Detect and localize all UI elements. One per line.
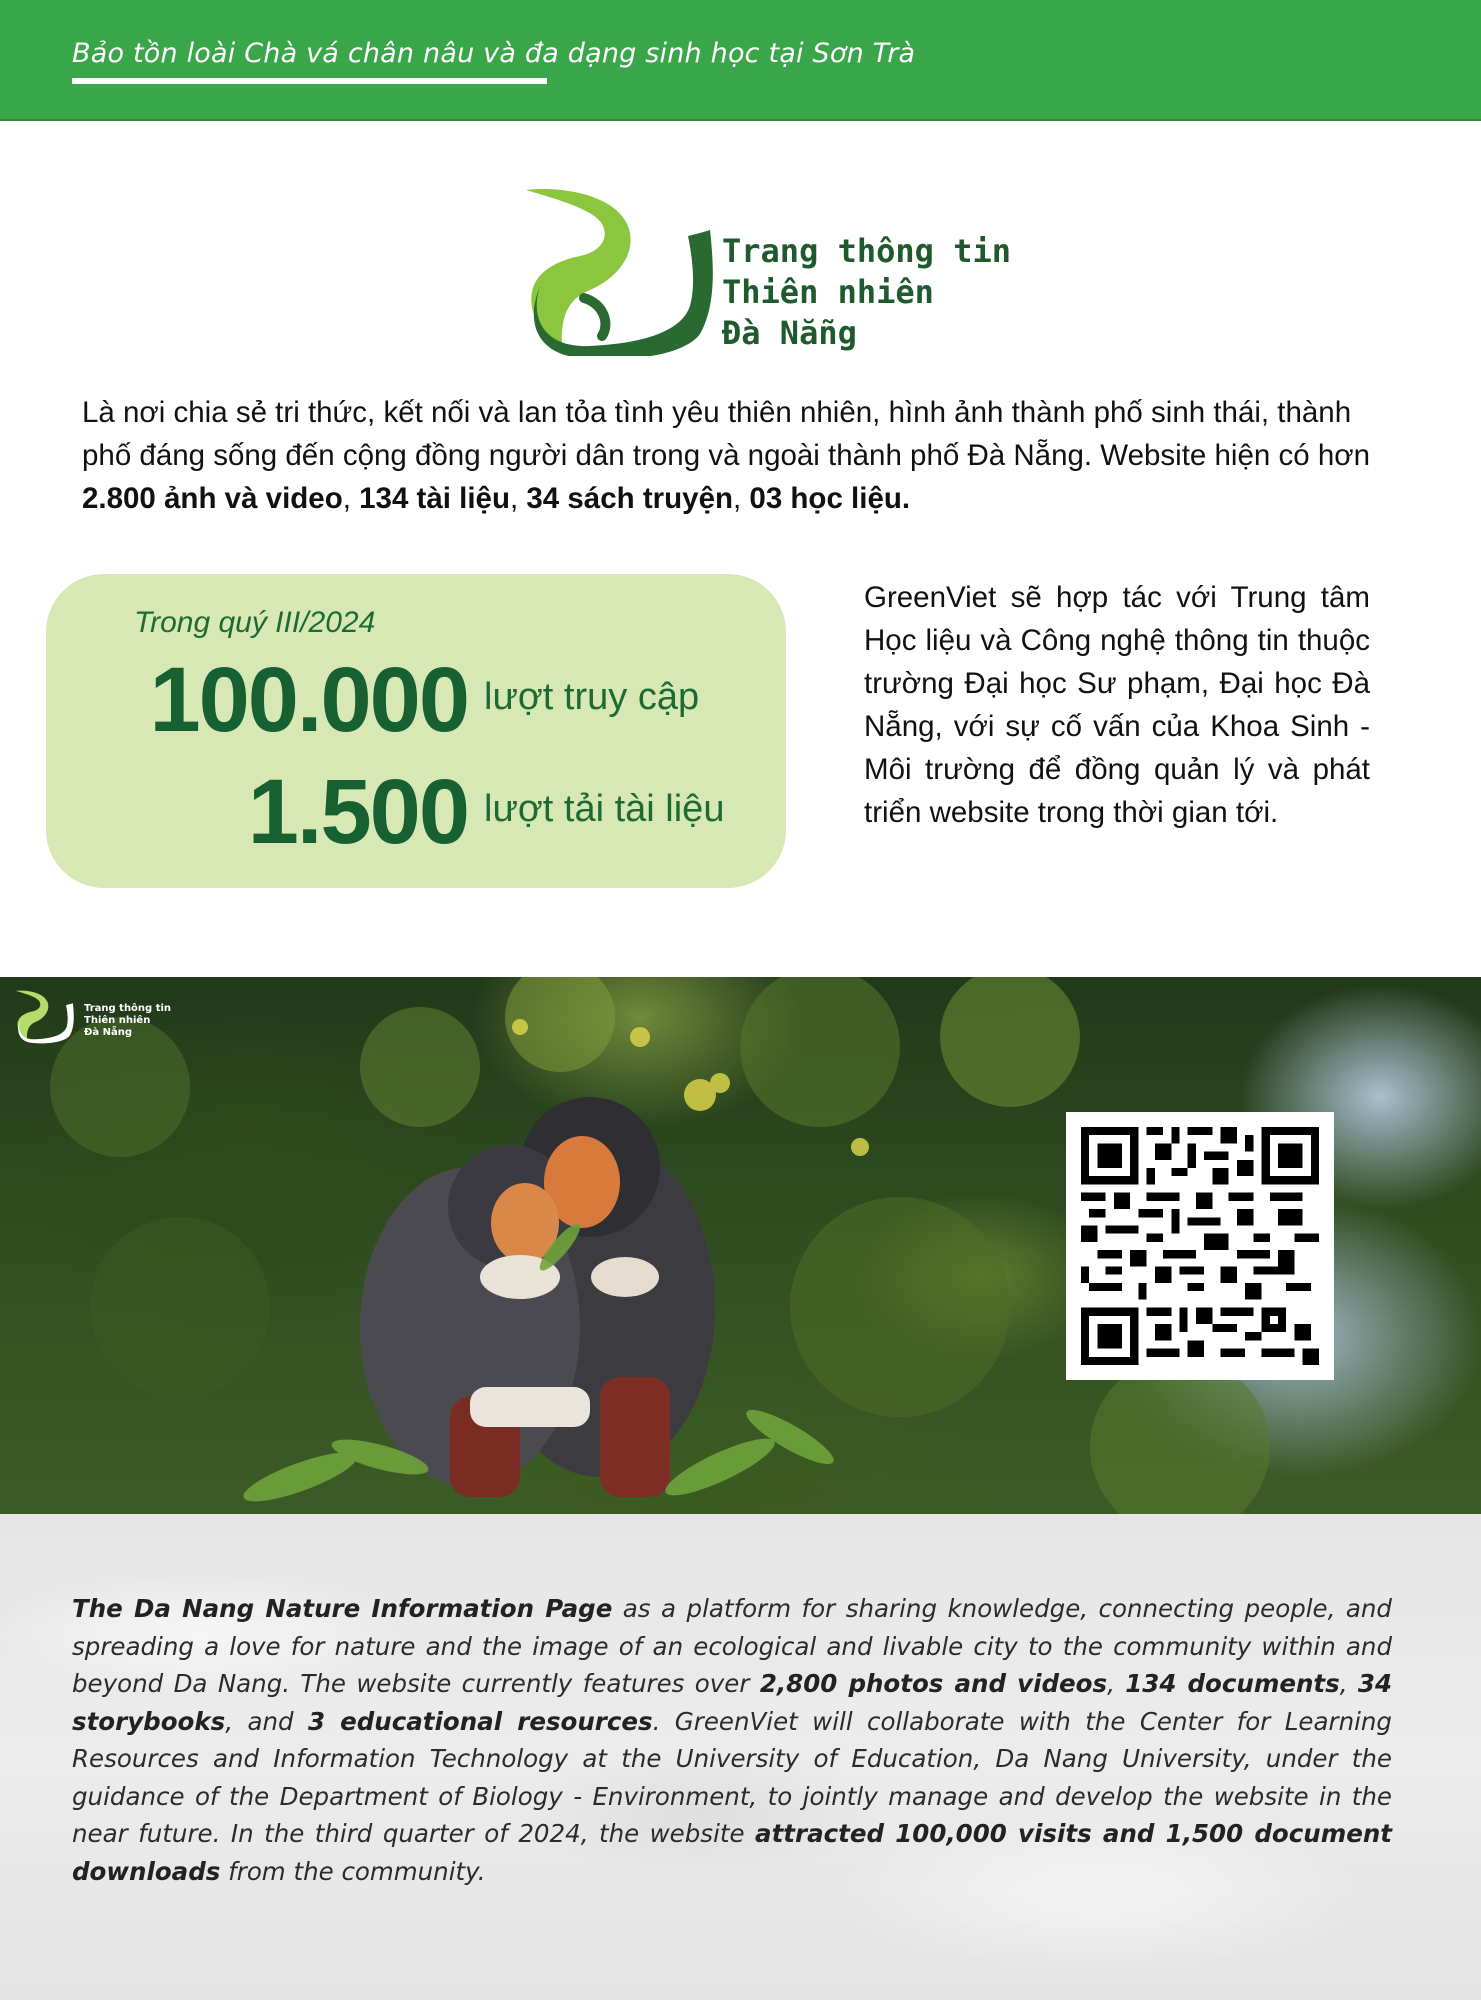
- leaf-logo-icon: [14, 985, 76, 1047]
- intro-text: Là nơi chia sẻ tri thức, kết nối và lan tỏa tình yêu thiên nhiên, hình ảnh thành phố sinh thái, thành phố đáng sống đến cộng đồng người dân trong và ngoài thành phố Đà Nẵng. Website hiện có hơn: [82, 396, 1371, 472]
- header-title: Bảo tồn loài Chà vá chân nâu và đa dạng sinh học tại Sơn Trà: [72, 38, 916, 69]
- stat-downloads-value: 1.500: [247, 761, 468, 863]
- english-bold: 3 educational resources: [307, 1706, 653, 1736]
- logo-line-2: Thiên nhiên: [722, 273, 934, 311]
- english-bold: The Da Nang Nature Information Page: [72, 1594, 613, 1623]
- english-bold: 34 storybooks: [72, 1669, 1393, 1736]
- intro-sep: ,: [509, 482, 527, 515]
- stat-visits-value: 100.000: [149, 649, 468, 751]
- intro-photos: 2.800 ảnh và video: [82, 482, 343, 515]
- photo-watermark-logo: [14, 983, 214, 1047]
- logo-line-1: Trang thông tin: [722, 232, 1011, 270]
- intro-stories: 34 sách truyện: [526, 482, 733, 515]
- english-bold: attracted 100,000 visits and 1,500 document downloads: [72, 1819, 1392, 1886]
- header-band: [0, 0, 1481, 121]
- english-text: ,: [1339, 1669, 1358, 1698]
- intro-resources: 03 học liệu: [749, 482, 902, 515]
- logo-line-3: Đà Nẵng: [722, 314, 857, 352]
- english-summary: [72, 1590, 1392, 1890]
- langur-photo: [0, 977, 1481, 1514]
- intro-sep: ,: [342, 482, 360, 515]
- logo-wordmark: [722, 231, 1011, 354]
- watermark-line-3: Đà Nẵng: [84, 1027, 133, 1038]
- english-text: as a platform for sharing knowledge, connecting people, and spreading a love for nature and the image of an ecological and livable city to the community within and beyond Da Nang. The website currently features over: [72, 1594, 1392, 1698]
- photo-watermark-text: [84, 1003, 171, 1039]
- header-underline: [72, 78, 547, 84]
- qr-code[interactable]: [1066, 1112, 1334, 1380]
- qr-code-icon: [1081, 1127, 1319, 1365]
- english-bold: 134 documents: [1125, 1669, 1340, 1698]
- stat-visits-label: lượt truy cập: [484, 676, 700, 718]
- stats-period: Trong quý III/2024: [134, 606, 376, 639]
- langur-figures: [360, 1097, 715, 1497]
- intro-paragraph: [82, 391, 1402, 520]
- stat-downloads-label: lượt tải tài liệu: [484, 788, 725, 830]
- english-text: ,: [1107, 1669, 1126, 1698]
- english-text: from the community.: [220, 1856, 486, 1886]
- intro-end: .: [901, 482, 911, 515]
- english-summary-section: [0, 1514, 1481, 2000]
- stats-card: [46, 574, 786, 888]
- partner-paragraph: GreenViet sẽ hợp tác với Trung tâm Học liệu và Công nghệ thông tin thuộc trường Đại học Sư phạm, Đại học Đà Nẵng, với sự cố vấn của Khoa Sinh - Môi trường để đồng quản lý và phát triển website trong thời gian tới.: [864, 581, 1370, 829]
- intro-sep: ,: [733, 482, 750, 515]
- english-text: . GreenViet will collaborate with the Center for Learning Resources and Information Technology at the University of Education, Da Nang University, under the guidance of the Department of Biology - Environment, to jointly manage and develop the website in the near future. In the third quarter of 2024, the website: [72, 1706, 1392, 1848]
- site-logo: [520, 186, 1011, 361]
- leaf-logo-icon: [520, 186, 720, 356]
- watermark-line-1: Trang thông tin: [84, 1003, 172, 1014]
- intro-docs: 134 tài liệu: [359, 482, 510, 515]
- english-text: , and: [225, 1706, 308, 1736]
- english-bold: 2,800 photos and videos: [759, 1669, 1108, 1698]
- watermark-line-2: Thiên nhiên: [84, 1015, 151, 1026]
